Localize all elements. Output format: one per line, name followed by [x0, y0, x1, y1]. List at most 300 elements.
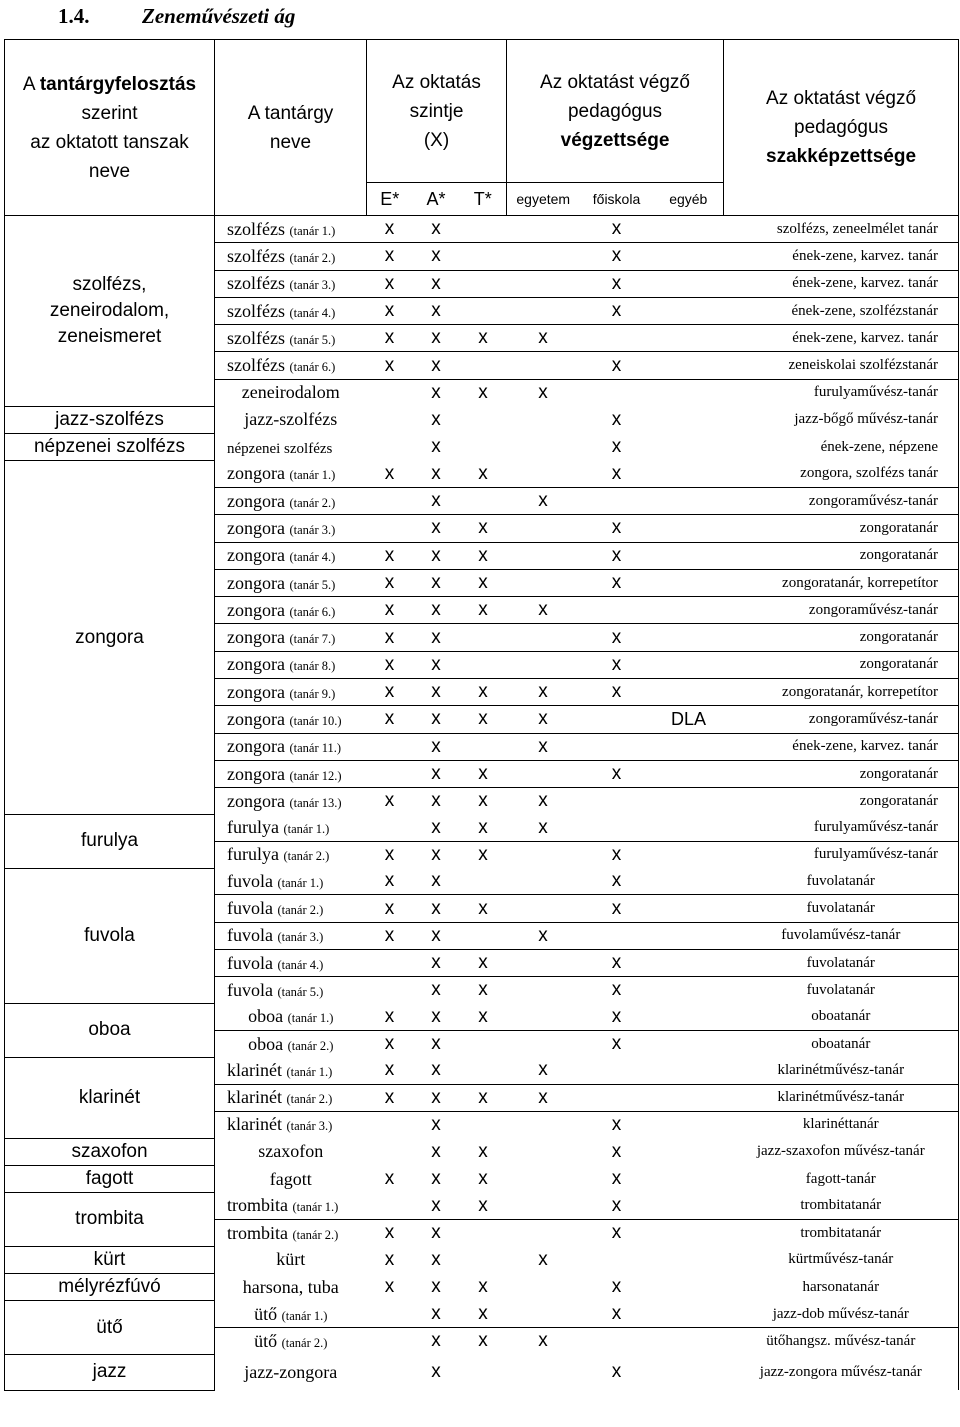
level-t-mark — [460, 487, 507, 514]
subject-name: klarinét — [227, 1114, 282, 1135]
degree-college-mark: x — [580, 1193, 654, 1220]
teacher-index: (tanár 4.) — [277, 957, 324, 972]
degree-college-mark — [580, 325, 654, 352]
level-t-mark: x — [460, 895, 507, 922]
qualification-cell: oboatanár — [724, 1004, 959, 1031]
subject-name: zeneirodalom — [241, 382, 340, 403]
level-t-mark — [460, 270, 507, 297]
teacher-index: (tanár 1.) — [287, 1011, 334, 1026]
table-row — [5, 1246, 959, 1273]
teacher-index: (tanár 10.) — [289, 713, 342, 728]
level-e-mark: x — [367, 325, 413, 352]
table-row — [5, 1004, 959, 1031]
degree-university-mark — [507, 1219, 580, 1246]
degree-university-mark: x — [507, 679, 580, 706]
subject-allocation-table — [4, 39, 959, 1391]
subheader-level-a: A* — [413, 183, 460, 216]
level-a-mark: x — [413, 216, 460, 243]
teacher-index: (tanár 3.) — [286, 1119, 333, 1134]
degree-university-mark — [507, 760, 580, 787]
level-a-mark: x — [413, 1004, 460, 1031]
degree-university-mark — [507, 1030, 580, 1057]
qualification-cell: furulyaművész-tanár — [724, 379, 959, 406]
degree-college-mark: x — [580, 841, 654, 868]
degree-university-mark — [507, 542, 580, 569]
degree-other-mark — [654, 868, 724, 895]
qualification-cell: furulyaművész-tanár — [724, 815, 959, 842]
table-row — [5, 406, 959, 433]
level-e-mark: x — [367, 895, 413, 922]
subject-cell — [215, 788, 367, 815]
subject-name: népzenei szolfézs — [227, 440, 333, 457]
level-t-mark: x — [460, 815, 507, 842]
teacher-index: (tanár 1.) — [289, 468, 336, 483]
level-a-mark: x — [413, 379, 460, 406]
subject-name: fagott — [269, 1168, 312, 1189]
qualification-cell: zongora, szolfézs tanár — [724, 461, 959, 488]
degree-college-mark — [580, 815, 654, 842]
degree-college-mark: x — [611, 1168, 622, 1190]
level-e-mark — [367, 950, 413, 977]
subject-cell — [215, 1165, 367, 1192]
subject-name: zongora — [227, 517, 285, 538]
subject-cell — [215, 895, 367, 922]
degree-university-mark — [507, 651, 580, 678]
subject-name: ütő — [254, 1303, 278, 1324]
degree-college-mark — [580, 1246, 654, 1273]
degree-college-mark: x — [580, 569, 654, 596]
header-level: Az oktatás szintje (X) — [367, 40, 507, 183]
degree-university-mark: x — [507, 379, 580, 406]
subject-name: zongora — [227, 654, 285, 675]
degree-university-mark — [507, 1354, 580, 1390]
level-t-mark: x — [460, 1084, 507, 1111]
teacher-index: (tanár 3.) — [289, 522, 336, 537]
qualification-cell: zongoraművész-tanár — [724, 706, 959, 733]
subject-cell — [215, 461, 367, 488]
section-number: 1.4. — [58, 4, 90, 28]
degree-university-mark: x — [507, 922, 580, 949]
degree-university-mark — [507, 515, 580, 542]
degree-other-mark — [654, 433, 724, 460]
subject-name: klarinét — [227, 1059, 282, 1080]
level-t-mark: x — [460, 542, 507, 569]
degree-university-mark — [507, 1111, 580, 1138]
subject-name: fuvola — [227, 925, 273, 946]
qualification-cell: jazz-zongora művész-tanár — [724, 1354, 959, 1390]
degree-college-mark: x — [580, 297, 654, 324]
subject-cell — [215, 950, 367, 977]
degree-college-mark: x — [580, 950, 654, 977]
subject-name: fuvola — [227, 979, 273, 1000]
degree-university-mark — [507, 1301, 580, 1328]
teacher-index: (tanár 12.) — [289, 768, 342, 783]
department-cell: népzenei szolfézs — [5, 433, 215, 460]
degree-university-mark: x — [538, 1248, 548, 1270]
degree-other-mark — [654, 977, 724, 1004]
degree-university-mark — [507, 569, 580, 596]
degree-other-mark — [654, 1274, 724, 1301]
level-a-mark: x — [413, 922, 460, 949]
level-e-mark: x — [367, 1057, 413, 1084]
subject-cell — [215, 1328, 367, 1355]
level-e-mark — [367, 815, 413, 842]
teacher-index: (tanár 1.) — [289, 223, 336, 238]
qualification-cell: ütőhangsz. művész-tanár — [724, 1328, 959, 1355]
degree-other-mark — [654, 1084, 724, 1111]
level-a-mark: x — [413, 624, 460, 651]
qualification-cell: jazz-dob művész-tanár — [724, 1301, 959, 1328]
level-a-mark: x — [413, 1030, 460, 1057]
level-a-mark: x — [413, 679, 460, 706]
degree-college-mark: x — [580, 1111, 654, 1138]
degree-college-mark: x — [611, 436, 622, 458]
level-t-mark — [460, 406, 507, 433]
subject-name: szaxofon — [258, 1141, 324, 1162]
degree-university-mark — [507, 868, 580, 895]
subject-name: zongora — [227, 490, 285, 511]
level-a-mark: x — [431, 1168, 441, 1190]
degree-college-mark: x — [580, 1219, 654, 1246]
qualification-cell: zongoratanár — [724, 515, 959, 542]
level-e-mark — [367, 1354, 413, 1390]
level-t-mark: x — [478, 1140, 488, 1162]
subject-cell — [215, 270, 367, 297]
subject-name: fuvola — [227, 870, 273, 891]
subject-name: szolfézs — [227, 273, 285, 294]
subject-cell — [215, 922, 367, 949]
table-row — [5, 1274, 959, 1301]
degree-university-mark — [507, 1138, 580, 1165]
subject-name: jazz-szolfézs — [244, 409, 338, 430]
subject-name: szolfézs — [227, 245, 285, 266]
teacher-index: (tanár 1.) — [286, 1064, 333, 1079]
degree-other-mark — [654, 1004, 724, 1031]
qualification-cell: klarinétművész-tanár — [724, 1084, 959, 1111]
degree-university-mark: x — [507, 487, 580, 514]
level-a-mark: x — [413, 895, 460, 922]
teacher-index: (tanár 5.) — [277, 984, 324, 999]
level-t-mark — [460, 1057, 507, 1084]
level-e-mark: x — [367, 243, 413, 270]
teacher-index: (tanár 2.) — [283, 849, 330, 864]
degree-college-mark — [580, 379, 654, 406]
qualification-cell: kürtművész-tanár — [724, 1246, 959, 1273]
subject-cell — [215, 597, 367, 624]
subject-cell — [215, 569, 367, 596]
level-t-mark: x — [460, 1301, 507, 1328]
degree-college-mark: x — [580, 1301, 654, 1328]
degree-college-mark — [580, 597, 654, 624]
subject-cell — [215, 216, 367, 243]
qualification-cell: furulyaművész-tanár — [724, 841, 959, 868]
degree-university-mark — [507, 1165, 580, 1192]
subject-name: fuvola — [227, 898, 273, 919]
level-t-mark: x — [460, 461, 507, 488]
degree-university-mark: x — [507, 815, 580, 842]
level-t-mark: x — [460, 1193, 507, 1220]
qualification-cell: zeneiskolai szolfézstanár — [724, 352, 959, 379]
section-title: Zeneművészeti ág — [142, 4, 296, 28]
degree-college-mark: x — [580, 515, 654, 542]
degree-college-mark: x — [611, 408, 622, 430]
degree-college-mark: x — [611, 1276, 622, 1298]
level-e-mark — [367, 487, 413, 514]
subject-cell — [215, 542, 367, 569]
department-cell: kürt — [5, 1246, 215, 1273]
teacher-index: (tanár 2.) — [289, 250, 336, 265]
qualification-cell: fuvolatanár — [724, 977, 959, 1004]
degree-college-mark: x — [580, 868, 654, 895]
degree-other-mark — [654, 297, 724, 324]
degree-other-mark — [654, 1354, 724, 1390]
qualification-cell: zongoraművész-tanár — [724, 487, 959, 514]
level-a-mark: x — [413, 597, 460, 624]
subheader-degree-university: egyetem — [507, 183, 580, 216]
subject-cell — [215, 1030, 367, 1057]
level-e-mark: x — [367, 597, 413, 624]
qualification-cell: jazz-szaxofon művész-tanár — [724, 1138, 959, 1165]
subject-cell — [215, 841, 367, 868]
level-e-mark — [367, 760, 413, 787]
department-cell: fagott — [5, 1165, 215, 1192]
degree-other-mark — [654, 270, 724, 297]
degree-university-mark: x — [507, 733, 580, 760]
level-a-mark: x — [413, 1328, 460, 1355]
level-t-mark — [460, 216, 507, 243]
degree-university-mark: x — [507, 325, 580, 352]
qualification-cell: klarinéttanár — [724, 1111, 959, 1138]
teacher-index: (tanár 2.) — [287, 1038, 334, 1053]
degree-other-mark — [654, 1328, 724, 1355]
degree-other-mark — [654, 1193, 724, 1220]
level-t-mark: x — [460, 950, 507, 977]
degree-college-mark — [580, 733, 654, 760]
degree-university-mark: x — [507, 1328, 580, 1355]
degree-university-mark — [507, 270, 580, 297]
level-e-mark: x — [367, 706, 413, 733]
qualification-cell: ének-zene, szolfézstanár — [724, 297, 959, 324]
degree-college-mark — [580, 487, 654, 514]
degree-university-mark: x — [507, 706, 580, 733]
subject-name: jazz-zongora — [244, 1361, 338, 1382]
level-e-mark: x — [367, 1219, 413, 1246]
degree-other-mark — [654, 569, 724, 596]
level-a-mark: x — [413, 515, 460, 542]
level-e-mark: x — [384, 1276, 395, 1298]
subject-name: kürt — [276, 1249, 306, 1270]
subject-cell — [215, 487, 367, 514]
level-t-mark — [460, 1219, 507, 1246]
degree-other-mark — [654, 461, 724, 488]
degree-other-mark — [654, 216, 724, 243]
teacher-index: (tanár 1.) — [292, 1200, 339, 1215]
teacher-index: (tanár 2.) — [286, 1092, 333, 1107]
degree-college-mark — [580, 1328, 654, 1355]
teacher-index: (tanár 1.) — [277, 875, 324, 890]
degree-other-mark — [654, 325, 724, 352]
degree-college-mark: x — [580, 1030, 654, 1057]
degree-university-mark: x — [507, 1084, 580, 1111]
level-a-mark: x — [413, 542, 460, 569]
level-t-mark — [460, 1030, 507, 1057]
level-a-mark: x — [413, 733, 460, 760]
header-department: A tantárgyfelosztás szerint az oktatott tanszak neve — [5, 40, 215, 216]
degree-other-mark — [654, 406, 724, 433]
degree-college-mark: x — [580, 352, 654, 379]
subject-name: furulya — [227, 817, 279, 838]
level-a-mark: x — [413, 352, 460, 379]
degree-college-mark: x — [611, 1140, 622, 1162]
level-a-mark: x — [431, 408, 441, 430]
qualification-cell: trombitatanár — [724, 1219, 959, 1246]
qualification-cell: fagott-tanár — [724, 1165, 959, 1192]
level-a-mark: x — [413, 977, 460, 1004]
table-body — [5, 40, 959, 1391]
degree-university-mark: x — [507, 788, 580, 815]
teacher-index: (tanár 2.) — [277, 903, 324, 918]
level-e-mark — [367, 515, 413, 542]
subject-name: oboa — [248, 1006, 284, 1027]
subject-cell — [215, 515, 367, 542]
subject-name: zongora — [227, 627, 285, 648]
level-e-mark: x — [367, 1030, 413, 1057]
subject-cell — [215, 1246, 367, 1273]
degree-other-mark — [654, 1219, 724, 1246]
qualification-cell: zongoratanár — [724, 542, 959, 569]
level-e-mark: x — [367, 788, 413, 815]
subject-cell — [215, 679, 367, 706]
level-a-mark: x — [431, 1276, 441, 1298]
level-t-mark — [460, 733, 507, 760]
degree-college-mark: x — [580, 243, 654, 270]
table-row — [5, 1138, 959, 1165]
degree-college-mark: x — [580, 651, 654, 678]
degree-college-mark — [580, 1057, 654, 1084]
qualification-cell: fuvolatanár — [724, 868, 959, 895]
degree-college-mark: x — [580, 760, 654, 787]
degree-other-mark — [654, 352, 724, 379]
degree-university-mark — [507, 352, 580, 379]
level-e-mark: x — [367, 624, 413, 651]
level-t-mark: x — [478, 1168, 488, 1190]
degree-other-mark — [654, 895, 724, 922]
subject-cell — [215, 406, 367, 433]
subject-cell — [215, 1219, 367, 1246]
department-cell: furulya — [5, 815, 215, 869]
department-cell: szolfézs, zeneirodalom, zeneismeret — [5, 216, 215, 407]
level-e-mark — [367, 733, 413, 760]
department-cell: ütő — [5, 1301, 215, 1355]
degree-other-mark — [654, 1057, 724, 1084]
level-e-mark: x — [384, 1248, 395, 1270]
subject-cell — [215, 1274, 367, 1301]
degree-university-mark — [507, 461, 580, 488]
level-e-mark — [367, 406, 413, 433]
teacher-index: (tanár 3.) — [277, 930, 324, 945]
qualification-cell: zongoratanár, korrepetítor — [724, 569, 959, 596]
level-t-mark — [460, 352, 507, 379]
degree-other-mark — [654, 1138, 724, 1165]
level-a-mark: x — [431, 1140, 441, 1162]
degree-university-mark — [507, 950, 580, 977]
subject-cell — [215, 352, 367, 379]
level-a-mark: x — [413, 815, 460, 842]
level-a-mark: x — [413, 706, 460, 733]
subject-cell — [215, 868, 367, 895]
qualification-cell: trombitatanár — [724, 1193, 959, 1220]
degree-college-mark: x — [580, 216, 654, 243]
subject-cell — [215, 760, 367, 787]
qualification-cell: zongoratanár — [724, 651, 959, 678]
department-cell: szaxofon — [5, 1138, 215, 1165]
qualification-cell: zongoratanár — [724, 624, 959, 651]
level-t-mark — [460, 1246, 507, 1273]
level-t-mark: x — [460, 569, 507, 596]
table-row — [5, 868, 959, 895]
level-t-mark — [460, 922, 507, 949]
subheader-degree-other: egyéb — [654, 183, 724, 216]
level-t-mark: x — [478, 1276, 488, 1298]
teacher-index: (tanár 1.) — [283, 822, 330, 837]
level-a-mark: x — [413, 841, 460, 868]
department-cell: jazz-szolfézs — [5, 406, 215, 433]
qualification-cell: jazz-bőgő művész-tanár — [724, 406, 959, 433]
subheader-level-t: T* — [460, 183, 507, 216]
degree-university-mark — [507, 841, 580, 868]
level-e-mark: x — [367, 270, 413, 297]
level-t-mark — [460, 1111, 507, 1138]
degree-university-mark: x — [507, 597, 580, 624]
qualification-cell: zongoratanár — [724, 760, 959, 787]
degree-university-mark — [507, 243, 580, 270]
subject-name: szolfézs — [227, 300, 285, 321]
level-a-mark: x — [413, 325, 460, 352]
level-t-mark — [460, 651, 507, 678]
level-t-mark: x — [460, 841, 507, 868]
header-row — [5, 40, 959, 183]
subject-name: zongora — [227, 763, 285, 784]
level-e-mark — [367, 379, 413, 406]
subject-cell — [215, 651, 367, 678]
subject-cell — [215, 297, 367, 324]
degree-university-mark: x — [507, 1057, 580, 1084]
subject-cell — [215, 1193, 367, 1220]
qualification-cell: fuvolaművész-tanár — [724, 922, 959, 949]
level-a-mark: x — [413, 950, 460, 977]
department-cell: jazz — [5, 1354, 215, 1390]
degree-other-mark — [654, 1165, 724, 1192]
subject-name: szolfézs — [227, 218, 285, 239]
subject-name: zongora — [227, 736, 285, 757]
header-degree: Az oktatást végző pedagógus végzettsége — [507, 40, 724, 183]
subject-cell — [215, 1057, 367, 1084]
degree-university-mark — [507, 977, 580, 1004]
teacher-index: (tanár 6.) — [289, 360, 336, 375]
qualification-cell: ének-zene, népzene — [724, 433, 959, 460]
level-e-mark: x — [367, 297, 413, 324]
level-e-mark: x — [367, 1004, 413, 1031]
subject-cell — [215, 325, 367, 352]
level-e-mark: x — [367, 922, 413, 949]
level-e-mark — [367, 1111, 413, 1138]
degree-other-mark — [654, 841, 724, 868]
degree-other-mark — [654, 788, 724, 815]
header-qualification: Az oktatást végző pedagógus szakképzettsége — [724, 40, 959, 216]
degree-college-mark: x — [580, 1004, 654, 1031]
qualification-cell: zongoratanár, korrepetítor — [724, 679, 959, 706]
degree-university-mark — [507, 624, 580, 651]
